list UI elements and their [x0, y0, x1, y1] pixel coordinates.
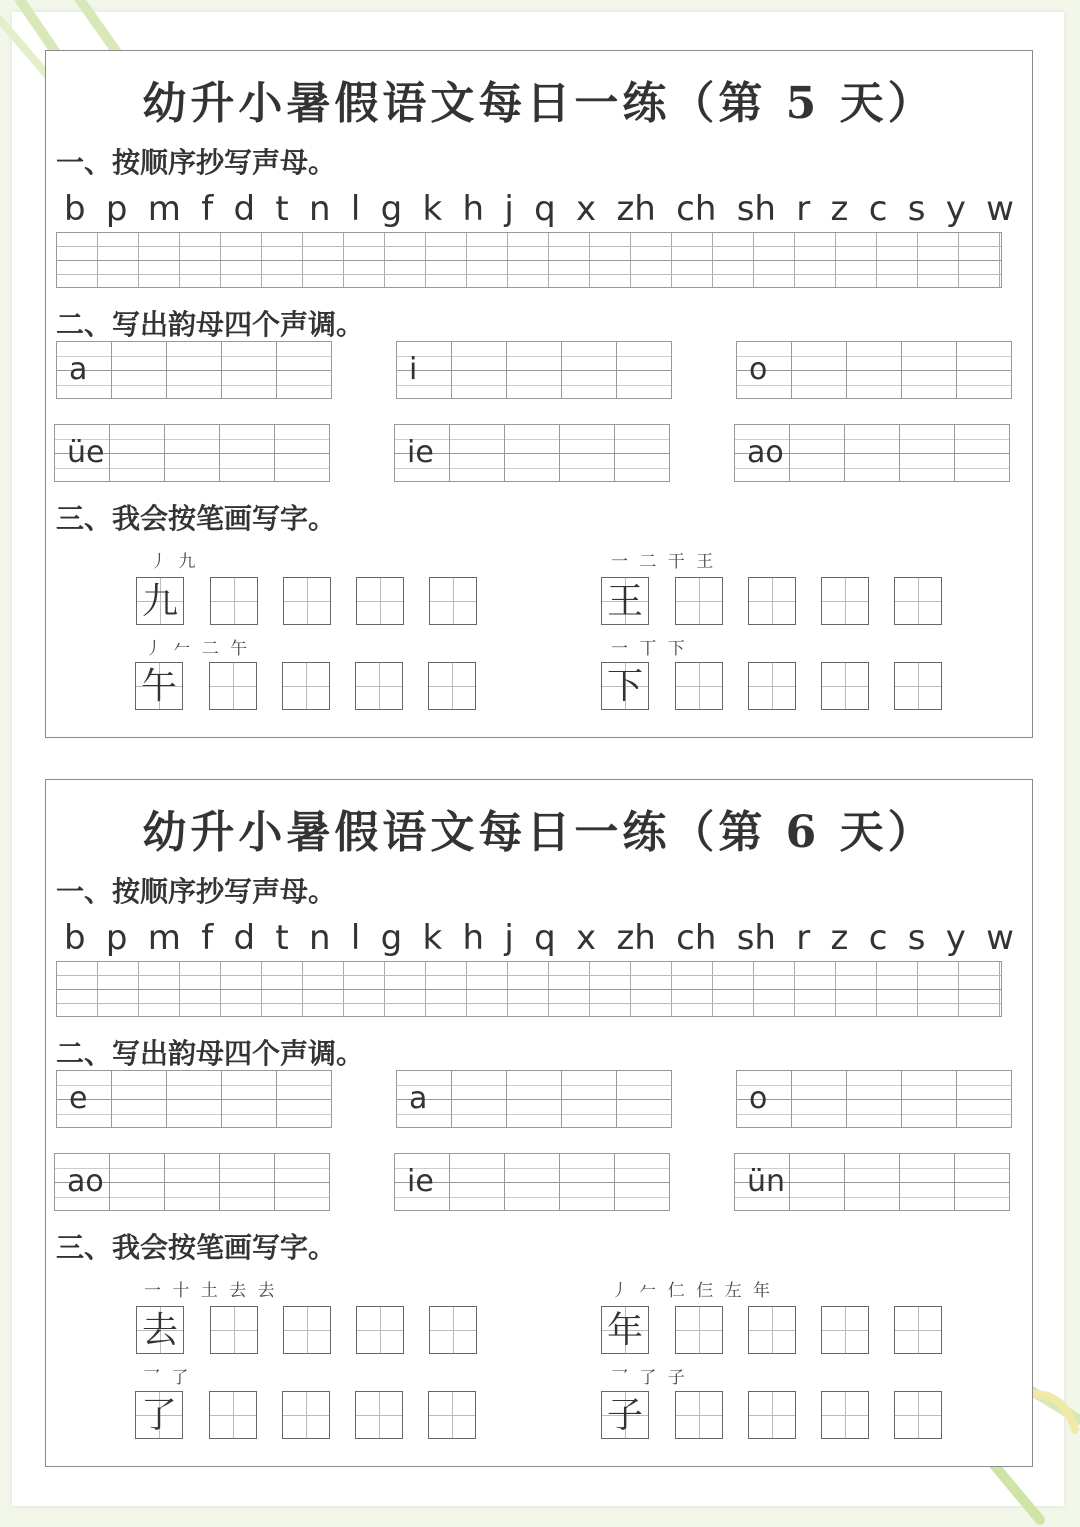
vowel-grid[interactable] [736, 341, 1012, 399]
tian-grid-cell[interactable] [282, 1391, 330, 1439]
model-character: 子 [606, 1395, 643, 1436]
tian-grid-cell[interactable] [283, 1306, 331, 1354]
tian-grid-cell[interactable] [356, 577, 404, 625]
four-line-copy-grid[interactable] [56, 232, 1002, 288]
tian-grid-cell[interactable] [675, 577, 723, 625]
initial-letter: zh [616, 189, 656, 229]
model-character: 了 [140, 1395, 177, 1436]
section-1-heading: 一、按顺序抄写声母。 [56, 146, 337, 179]
initial-letter: d [233, 918, 256, 958]
initial-letter: x [576, 918, 597, 958]
initial-letter: sh [736, 189, 776, 229]
initial-letter: m [147, 189, 181, 229]
tian-grid-cell[interactable] [748, 1306, 796, 1354]
stroke-order: 一 二 干 王 [611, 552, 717, 572]
vowel-label: üe [67, 435, 105, 470]
vowel-label: i [409, 352, 418, 387]
initial-letter: q [534, 189, 556, 229]
initial-letter: k [422, 918, 443, 958]
initial-letter: f [201, 189, 214, 229]
vowel-grid[interactable] [394, 424, 670, 482]
tian-grid-cell[interactable] [821, 662, 869, 710]
vowel-grid[interactable] [54, 424, 330, 482]
tian-grid-cell[interactable] [428, 662, 476, 710]
tian-grid-cell[interactable] [429, 577, 477, 625]
stroke-order: 一 丅 下 [611, 639, 688, 659]
stroke-order: 丿 九 [150, 552, 199, 572]
initial-letter: b [64, 918, 86, 958]
initial-letter: x [576, 189, 597, 229]
model-character: 王 [606, 581, 643, 622]
vowel-grid[interactable] [54, 1153, 330, 1211]
tian-grid-cell[interactable] [821, 1306, 869, 1354]
vowel-label: o [749, 352, 768, 387]
vowel-grid[interactable] [736, 1070, 1012, 1128]
vowel-grid[interactable] [734, 1153, 1010, 1211]
initial-letter: z [830, 918, 849, 958]
tian-grid-cell[interactable] [675, 662, 723, 710]
initial-letter: h [462, 918, 485, 958]
vowel-label: a [409, 1081, 428, 1116]
vowel-grid[interactable] [396, 341, 672, 399]
vowel-grid[interactable] [396, 1070, 672, 1128]
initial-letter: l [350, 189, 361, 229]
tian-grid-cell[interactable] [821, 577, 869, 625]
tian-grid-cell[interactable] [355, 662, 403, 710]
initial-letter: q [534, 918, 556, 958]
vowel-grid[interactable] [394, 1153, 670, 1211]
initial-letter: ch [676, 189, 717, 229]
vowel-label: ao [747, 435, 784, 470]
initial-letter: ch [676, 918, 717, 958]
initial-letter: p [105, 918, 128, 958]
section-1-heading: 一、按顺序抄写声母。 [56, 875, 337, 908]
stroke-order: 丿 𠂉 仁 仨 左 年 [611, 1281, 774, 1301]
tian-grid-cell[interactable] [210, 1306, 258, 1354]
stroke-order: 一 十 土 去 去 [144, 1281, 278, 1301]
vowel-label: ao [67, 1164, 104, 1199]
initial-letter: y [945, 918, 966, 958]
initials-row [64, 189, 1014, 229]
initial-letter: t [275, 918, 289, 958]
model-character: 去 [141, 1310, 178, 1351]
vowel-grid[interactable] [734, 424, 1010, 482]
tian-grid-cell[interactable] [282, 662, 330, 710]
tian-grid-cell[interactable] [209, 1391, 257, 1439]
model-character: 年 [606, 1310, 643, 1351]
initial-letter: z [830, 189, 849, 229]
vowel-label: e [69, 1081, 88, 1116]
section-2-heading: 二、写出韵母四个声调。 [56, 308, 365, 341]
tian-grid-cell[interactable] [894, 1391, 942, 1439]
four-line-copy-grid[interactable] [56, 961, 1002, 1017]
tian-grid-cell[interactable] [675, 1391, 723, 1439]
tian-grid-cell[interactable] [894, 1306, 942, 1354]
initial-letter: y [945, 189, 966, 229]
stroke-order: 乛 了 子 [611, 1368, 688, 1388]
initial-letter: n [309, 918, 331, 958]
initials-row [64, 918, 1014, 958]
initial-letter: g [380, 918, 403, 958]
tian-grid-cell[interactable] [356, 1306, 404, 1354]
tian-grid-cell[interactable] [748, 662, 796, 710]
exercise-panel-day-5 [45, 50, 1033, 738]
vowel-label: ie [407, 435, 434, 470]
initial-letter: c [868, 918, 888, 958]
model-character: 九 [141, 581, 178, 622]
initial-letter: b [64, 189, 86, 229]
tian-grid-cell[interactable] [210, 577, 258, 625]
stroke-order: 乛 了 [143, 1368, 192, 1388]
section-3-heading: 三、我会按笔画写字。 [56, 502, 337, 535]
initial-letter: n [309, 189, 331, 229]
initial-letter: k [422, 189, 443, 229]
tian-grid-cell[interactable] [748, 1391, 796, 1439]
initial-letter: zh [616, 918, 656, 958]
initial-letter: sh [736, 918, 776, 958]
exercise-panel-day-6 [45, 779, 1033, 1467]
tian-grid-cell[interactable] [283, 577, 331, 625]
vowel-label: a [69, 352, 88, 387]
initial-letter: g [380, 189, 403, 229]
vowel-label: ün [747, 1164, 786, 1199]
initial-letter: h [462, 189, 485, 229]
initial-letter: r [796, 189, 811, 229]
tian-grid-cell[interactable] [209, 662, 257, 710]
panel-title: 幼升小暑假语文每日一练（第 5 天） [142, 78, 936, 129]
model-character: 午 [140, 666, 177, 707]
vowel-label: ie [407, 1164, 434, 1199]
initial-letter: w [986, 189, 1014, 229]
initial-letter: m [147, 918, 181, 958]
initial-letter: s [907, 189, 926, 229]
initial-letter: f [201, 918, 214, 958]
stroke-order: 丿 𠂉 二 午 [145, 639, 251, 659]
initial-letter: l [350, 918, 361, 958]
initial-letter: r [796, 918, 811, 958]
initial-letter: s [907, 918, 926, 958]
model-character: 下 [606, 666, 643, 707]
tian-grid-cell[interactable] [894, 577, 942, 625]
tian-grid-cell[interactable] [821, 1391, 869, 1439]
tian-grid-cell[interactable] [429, 1306, 477, 1354]
tian-grid-cell[interactable] [428, 1391, 476, 1439]
initial-letter: j [504, 918, 514, 958]
vowel-label: o [749, 1081, 768, 1116]
panel-title: 幼升小暑假语文每日一练（第 6 天） [142, 807, 936, 858]
section-2-heading: 二、写出韵母四个声调。 [56, 1037, 365, 1070]
tian-grid-cell[interactable] [748, 577, 796, 625]
initial-letter: j [504, 189, 514, 229]
vowel-grid[interactable] [56, 341, 332, 399]
initial-letter: w [986, 918, 1014, 958]
tian-grid-cell[interactable] [355, 1391, 403, 1439]
section-3-heading: 三、我会按笔画写字。 [56, 1231, 337, 1264]
initial-letter: c [868, 189, 888, 229]
initial-letter: d [233, 189, 256, 229]
tian-grid-cell[interactable] [675, 1306, 723, 1354]
tian-grid-cell[interactable] [894, 662, 942, 710]
initial-letter: p [105, 189, 128, 229]
initial-letter: t [275, 189, 289, 229]
vowel-grid[interactable] [56, 1070, 332, 1128]
